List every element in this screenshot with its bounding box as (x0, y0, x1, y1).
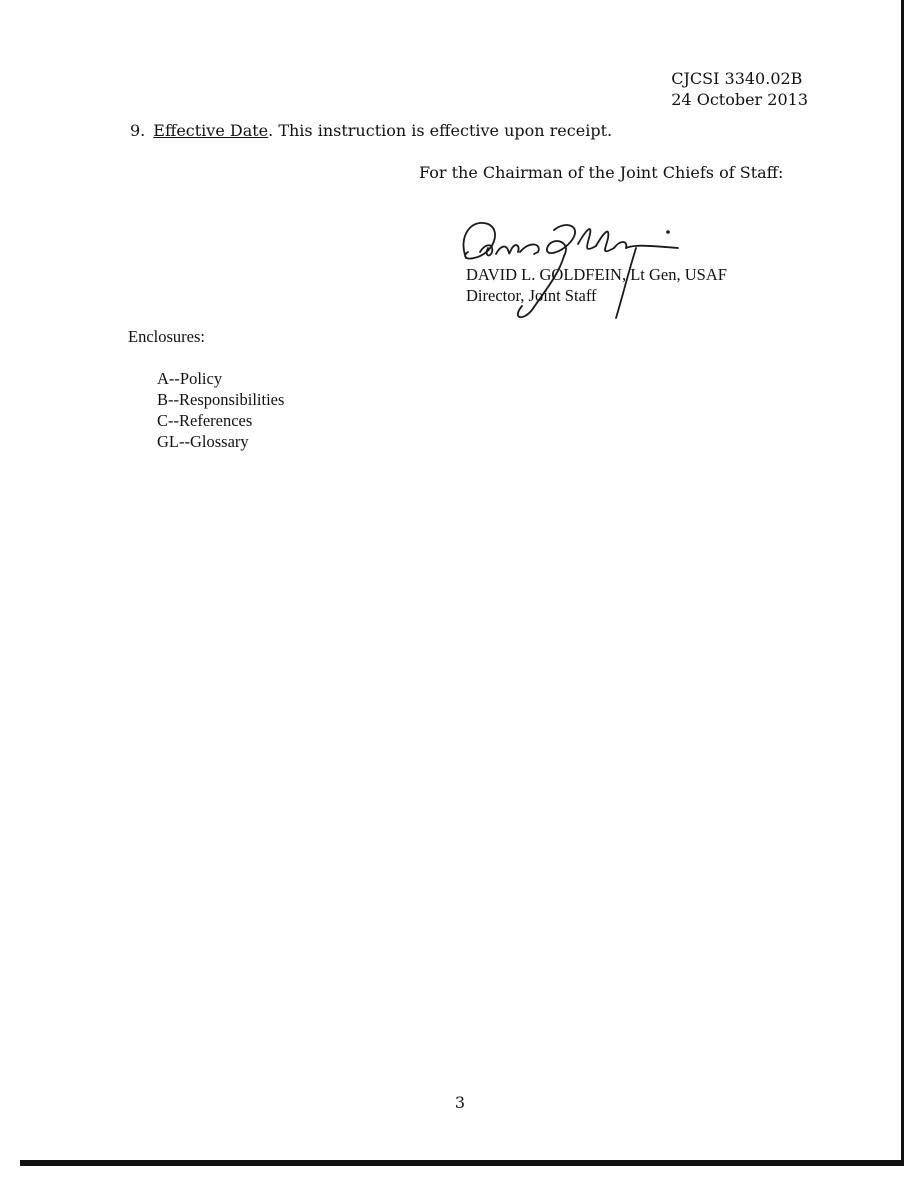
enclosures-label: Enclosures: (128, 327, 205, 346)
document-header (671, 68, 808, 110)
enclosure-item: B--Responsibilities (157, 390, 285, 409)
enclosure-item: A--Policy (157, 369, 223, 388)
closing-line: For the Chairman of the Joint Chiefs of Staff: (419, 163, 784, 182)
page-edge-bottom (20, 1160, 904, 1166)
paragraph-text: . This instruction is effective upon receipt. (268, 121, 613, 140)
page-edge-right (901, 0, 904, 1166)
signature-dot (666, 230, 670, 234)
enclosure-list (157, 368, 284, 452)
instruction-number: CJCSI 3340.02B (671, 69, 803, 88)
signer-title: Director, Joint Staff (466, 286, 597, 305)
effective-date-paragraph (130, 120, 612, 142)
signer-name: DAVID L. GOLDFEIN, Lt Gen, USAF (466, 265, 727, 284)
signature-block (466, 264, 727, 306)
paragraph-heading: Effective Date (153, 121, 269, 140)
enclosure-item: C--References (157, 411, 253, 430)
document-date: 24 October 2013 (671, 90, 808, 109)
paragraph-number: 9. (130, 121, 146, 140)
page-number: 3 (454, 1093, 466, 1112)
enclosure-item: GL--Glossary (157, 432, 249, 451)
